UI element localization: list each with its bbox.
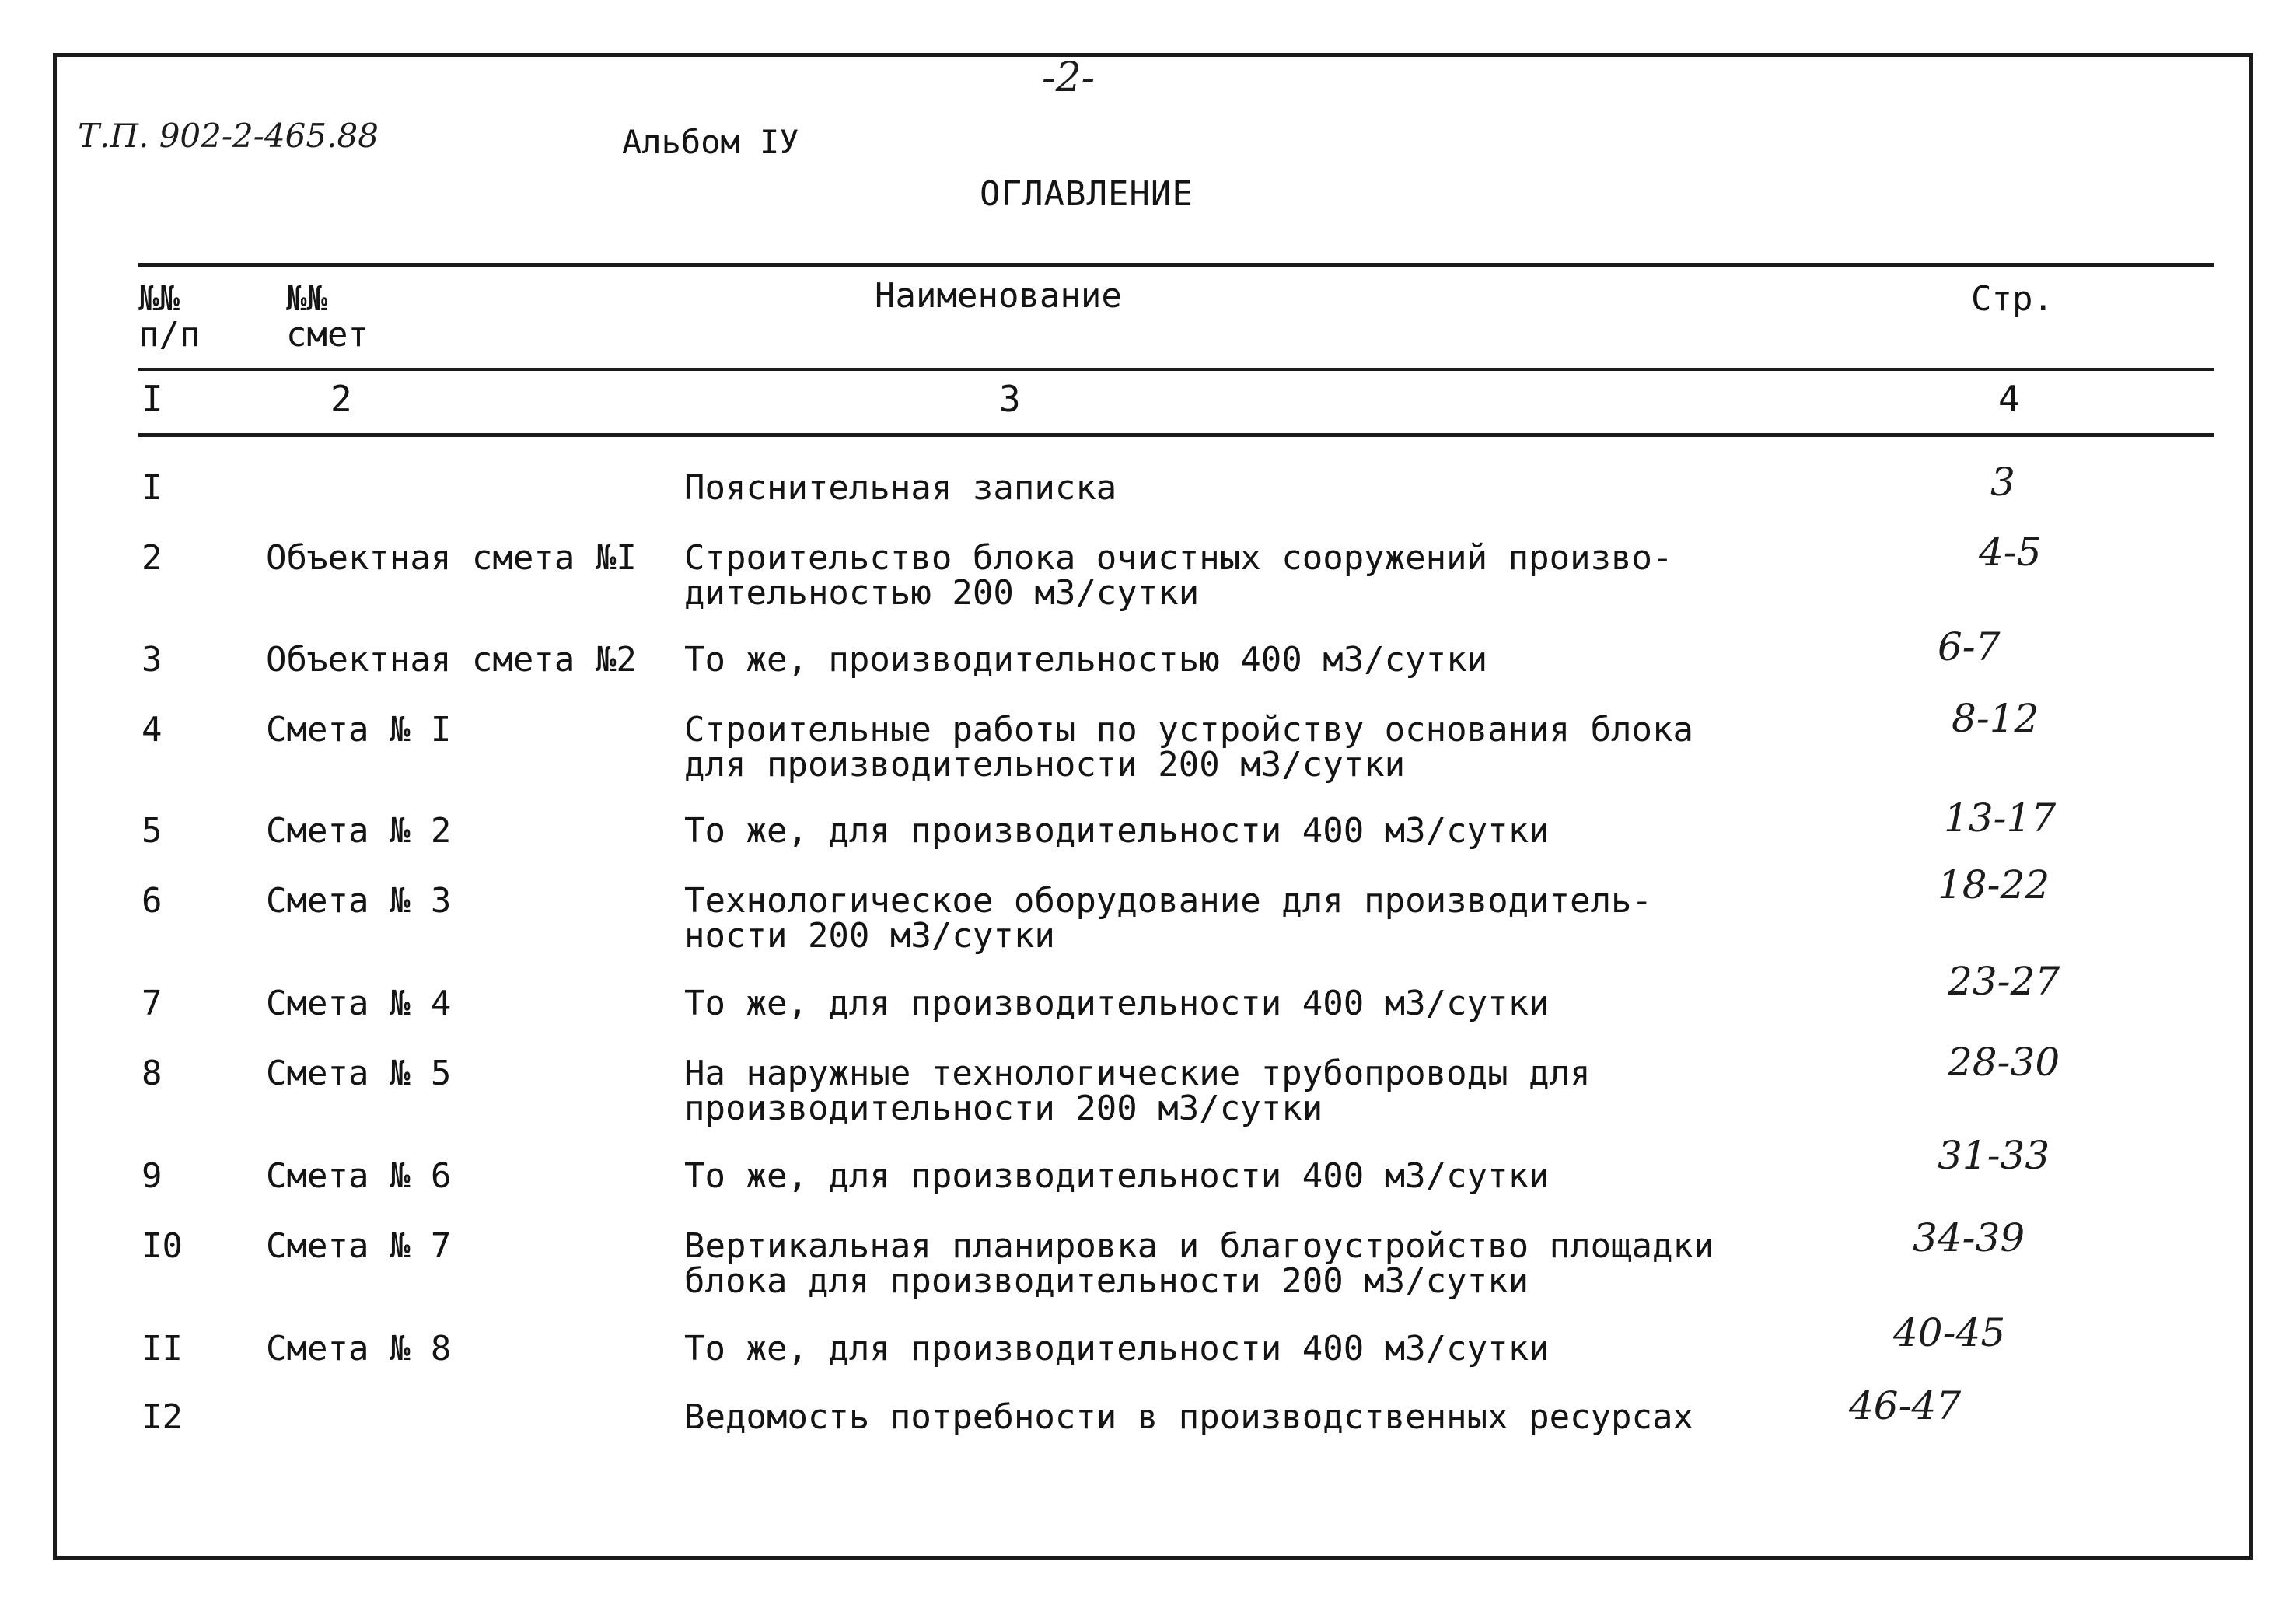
row-name: Строительство блока очистных сооружений произво- дительностью 200 м3/сутки [684,538,1673,613]
column-number-4: 4 [1998,378,2020,420]
row-number: 3 [142,640,163,680]
row-number: I [142,468,163,508]
row-pages: 28-30 [1948,1040,2060,1085]
row-estimate: Смета № I [266,710,452,750]
column-number-3: 3 [999,378,1021,420]
header-name: Наименование [875,276,1122,316]
row-pages: 8-12 [1952,696,2039,741]
row-number: 6 [142,881,163,921]
row-number: 4 [142,710,163,750]
row-number: 8 [142,1054,163,1093]
column-number-1: I [142,378,163,420]
header-row-number: №№ п/п [138,279,201,355]
table-top-rule [138,263,2214,267]
row-name: То же, для производительности 400 м3/сутки [684,811,1550,851]
row-number: I2 [142,1397,183,1437]
row-name: То же, для производительности 400 м3/сутки [684,1329,1550,1369]
row-pages: 18-22 [1938,862,2050,907]
page-number: -2- [1042,54,1096,101]
row-estimate: Смета № 4 [266,984,452,1023]
row-pages: 6-7 [1938,624,2001,669]
row-estimate: Смета № 8 [266,1329,452,1369]
row-number: 7 [142,984,163,1023]
row-pages: 40-45 [1893,1310,2006,1355]
row-pages: 3 [1990,460,2015,505]
row-name: То же, для производительности 400 м3/сутки [684,1156,1550,1196]
row-name: На наружные технологические трубопроводы для производительности 200 м3/сутки [684,1054,1591,1128]
row-estimate: Смета № 6 [266,1156,452,1196]
row-number: 5 [142,811,163,851]
row-estimate: Смета № 2 [266,811,452,851]
column-numbers-rule [138,433,2214,437]
header-estimate-number: №№ смет [286,279,369,355]
row-name: Вертикальная планировка и благоустройство площадки блока для производительности 200 м3/сутки [684,1226,1714,1301]
row-estimate: Смета № 7 [266,1226,452,1266]
row-name: Технологическое оборудование для производитель- ности 200 м3/сутки [684,881,1653,956]
row-number: I0 [142,1226,183,1266]
document-code: Т.П. 902-2-465.88 [78,117,379,155]
row-pages: 23-27 [1948,959,2060,1004]
row-number: 2 [142,538,163,578]
row-name: Пояснительная записка [684,468,1117,508]
row-pages: 31-33 [1938,1133,2050,1178]
header-bottom-rule [138,368,2214,371]
row-estimate: Объектная смета №2 [266,640,637,680]
row-estimate: Объектная смета №I [266,538,637,578]
album-label: Альбом IУ [622,123,799,161]
row-number: II [142,1329,183,1369]
row-estimate: Смета № 3 [266,881,452,921]
column-number-2: 2 [330,378,352,420]
row-name: Строительные работы по устройству основания блока для производительности 200 м3/сутки [684,710,1694,785]
row-number: 9 [142,1156,163,1196]
row-name: То же, производительностью 400 м3/сутки [684,640,1488,680]
row-name: Ведомость потребности в производственных ресурсах [684,1397,1694,1437]
row-pages: 13-17 [1944,795,2057,841]
row-pages: 46-47 [1849,1383,1962,1428]
row-pages: 34-39 [1913,1215,2025,1260]
page-title: ОГЛАВЛЕНИЕ [980,174,1193,214]
header-page: Стр. [1971,279,2053,319]
row-name: То же, для производительности 400 м3/сутки [684,984,1550,1023]
row-pages: 4-5 [1979,530,2042,575]
row-estimate: Смета № 5 [266,1054,452,1093]
